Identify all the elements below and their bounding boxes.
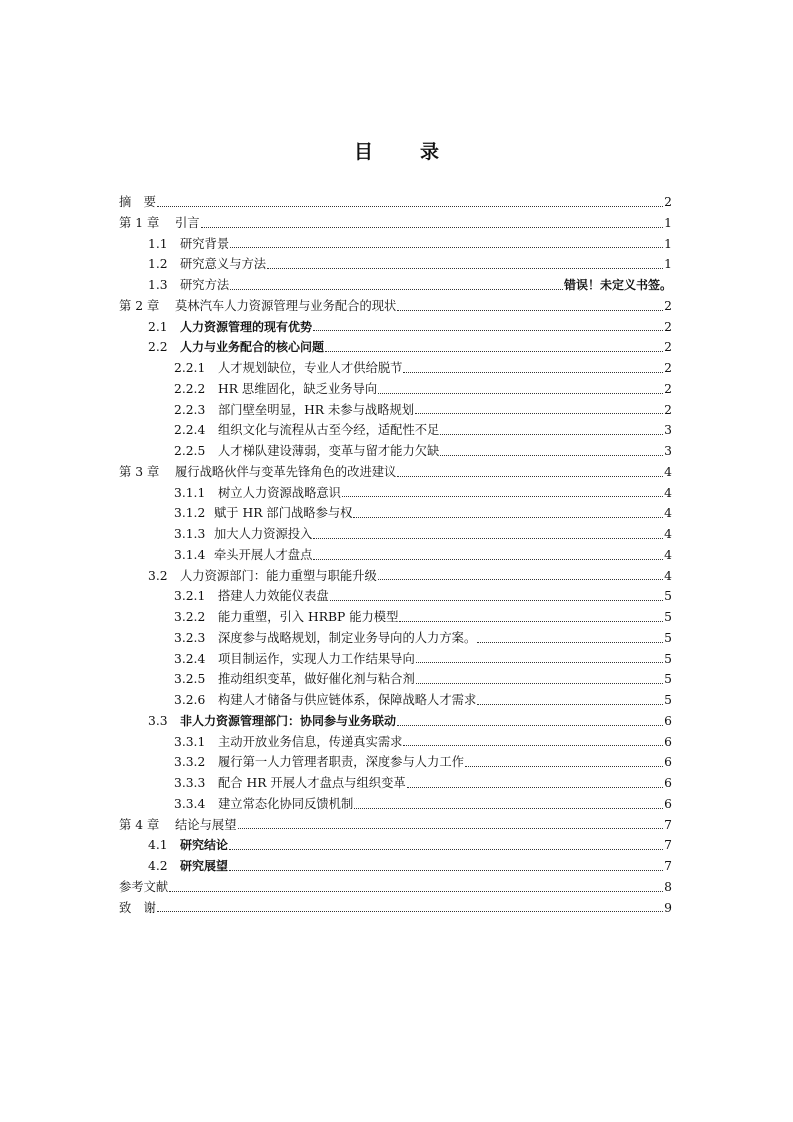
toc-entry[interactable] — [119, 545, 672, 566]
toc-entry[interactable] — [119, 275, 672, 296]
dot-leader — [416, 661, 663, 663]
dot-leader — [397, 724, 663, 726]
toc-page-number: 1 — [664, 215, 672, 230]
dot-leader — [397, 309, 663, 311]
toc-number: 3.3.4 — [174, 796, 206, 811]
toc-label: 研究展望 — [180, 859, 229, 873]
dot-leader — [313, 537, 663, 539]
toc-entry[interactable] — [119, 358, 672, 379]
dot-leader — [378, 392, 663, 394]
toc-number: 2.2.1 — [174, 361, 206, 375]
toc-number: 3.2.5 — [174, 672, 206, 687]
toc-number: 1.1 — [148, 236, 168, 251]
toc-page-number: 2 — [664, 340, 672, 355]
toc-entry[interactable] — [119, 462, 672, 483]
toc-page-number: 4 — [664, 527, 672, 541]
toc-number: 3.2.1 — [174, 589, 206, 604]
toc-number: 1.2 — [148, 257, 168, 272]
toc-number: 2.2.2 — [174, 381, 206, 396]
dot-leader — [477, 703, 663, 705]
toc-entry[interactable] — [119, 607, 672, 628]
dot-leader — [407, 786, 664, 788]
toc-number: 第 3 章 — [119, 464, 160, 479]
toc-entry[interactable] — [119, 649, 672, 670]
toc-label: 树立人力资源战略意识 — [218, 485, 341, 500]
dot-leader — [397, 475, 663, 477]
toc-entry[interactable] — [119, 773, 672, 794]
toc-number: 2.2 — [148, 340, 168, 355]
toc-entry[interactable] — [119, 835, 672, 856]
toc-page-number: 2 — [664, 361, 672, 375]
toc-label: 构建人才储备与供应链体系，保障战略人才需求 — [218, 693, 477, 707]
dot-leader — [229, 848, 663, 850]
toc-label: 参考文献 — [119, 879, 169, 894]
toc-number: 4.2 — [148, 859, 168, 873]
dot-leader — [354, 807, 663, 809]
dot-leader — [477, 641, 663, 643]
toc-number: 3.2.4 — [174, 651, 206, 666]
toc-label: 主动开放业务信息，传递真实需求 — [218, 734, 403, 749]
toc-page-number: 6 — [664, 755, 672, 770]
dot-leader — [440, 433, 663, 435]
toc-page-number: 5 — [664, 672, 672, 687]
toc-number: 3.2 — [148, 568, 168, 583]
toc-entry[interactable] — [119, 711, 672, 732]
dot-leader — [415, 412, 663, 414]
toc-entry[interactable] — [119, 234, 672, 255]
toc-number: 2.1 — [148, 319, 168, 334]
toc-label: 加大人力资源投入 — [214, 527, 313, 541]
dot-leader — [157, 205, 663, 207]
toc-number: 3.3.2 — [174, 755, 206, 770]
toc-label: 人力资源管理的现有优势 — [180, 319, 313, 334]
toc-number: 3.3.1 — [174, 734, 206, 749]
toc-entry[interactable] — [119, 586, 672, 607]
page-title: 目 录 — [353, 141, 453, 163]
toc-number: 3.3 — [148, 713, 168, 728]
toc-label: 推动组织变革，做好催化剂与粘合剂 — [218, 672, 415, 687]
toc-label: 赋于 HR 部门战略参与权 — [214, 506, 353, 521]
toc-page-number: 4 — [664, 568, 672, 583]
toc-page-number: 7 — [664, 859, 672, 873]
toc-label: 深度参与战略规划，制定业务导向的人力方案。 — [218, 630, 477, 645]
toc-number: 第 1 章 — [119, 215, 160, 230]
toc-entry[interactable] — [119, 815, 672, 836]
toc-entry[interactable] — [119, 503, 672, 524]
toc-number: 3.2.3 — [174, 630, 206, 645]
dot-leader — [325, 350, 663, 352]
toc-entry[interactable] — [119, 794, 672, 815]
toc-label: 结论与展望 — [175, 817, 237, 832]
toc-number: 3.3.3 — [174, 776, 206, 790]
toc-label: 研究方法 — [180, 278, 230, 292]
toc-bookmark-error: 错误！未定义书签。 — [563, 278, 672, 292]
toc-entry[interactable] — [119, 690, 672, 711]
toc-label: HR 思维固化，缺乏业务导向 — [218, 381, 378, 396]
toc-label: 人力资源部门：能力重塑与职能升级 — [180, 568, 377, 583]
toc-number: 3.1.4 — [174, 547, 206, 562]
dot-leader — [157, 910, 663, 912]
toc-entry[interactable] — [119, 524, 672, 545]
toc-label: 能力重塑，引入 HRBP 能力模型 — [218, 610, 399, 624]
toc-number: 3.1.1 — [174, 485, 206, 500]
toc-label: 引言 — [175, 215, 200, 230]
toc-page-number: 2 — [664, 381, 672, 396]
dot-leader — [313, 329, 663, 331]
table-of-contents — [119, 192, 672, 918]
toc-page-number: 2 — [664, 402, 672, 417]
toc-number: 第 2 章 — [119, 298, 160, 313]
toc-label: 研究背景 — [180, 236, 230, 251]
toc-label: 摘 要 — [119, 195, 156, 209]
toc-label: 致 谢 — [119, 900, 156, 915]
toc-number: 3.2.2 — [174, 610, 206, 624]
toc-page-number: 4 — [664, 485, 672, 500]
toc-label: 部门壁垒明显，HR 未参与战略规划 — [218, 402, 415, 417]
toc-page-number: 9 — [664, 900, 672, 915]
toc-page-number: 6 — [664, 734, 672, 749]
toc-number: 2.2.5 — [174, 444, 206, 458]
toc-entry[interactable] — [119, 400, 672, 421]
dot-leader — [399, 620, 663, 622]
toc-entry[interactable] — [119, 566, 672, 587]
toc-number: 2.2.3 — [174, 402, 206, 417]
toc-entry[interactable] — [119, 856, 672, 877]
toc-label: 人才梯队建设薄弱，变革与留才能力欠缺 — [218, 444, 440, 458]
dot-leader — [169, 890, 663, 892]
toc-label: 搭建人力效能仪表盘 — [218, 589, 329, 604]
toc-number: 3.2.6 — [174, 693, 206, 707]
dot-leader — [342, 495, 663, 497]
toc-label: 履行战略伙伴与变革先锋角色的改进建议 — [175, 464, 397, 479]
dot-leader — [267, 267, 663, 269]
toc-number: 3.1.2 — [174, 506, 206, 521]
dot-leader — [330, 599, 663, 601]
toc-label: 配合 HR 开展人才盘点与组织变革 — [218, 776, 406, 790]
toc-label: 研究结论 — [180, 838, 229, 853]
toc-page-number: 6 — [664, 713, 672, 728]
toc-page-number: 2 — [664, 195, 672, 209]
dot-leader — [465, 765, 663, 767]
dot-leader — [403, 744, 663, 746]
toc-label: 人力与业务配合的核心问题 — [180, 340, 325, 355]
dot-leader — [229, 869, 663, 871]
dot-leader — [313, 558, 663, 560]
toc-page-number: 5 — [664, 651, 672, 666]
toc-number: 4.1 — [148, 838, 168, 853]
toc-label: 莫林汽车人力资源管理与业务配合的现状 — [175, 298, 397, 313]
toc-page-number: 1 — [664, 257, 672, 272]
toc-label: 人才规划缺位，专业人才供给脱节 — [218, 361, 403, 375]
dot-leader — [201, 226, 664, 228]
toc-label: 研究意义与方法 — [180, 257, 267, 272]
dot-leader — [230, 288, 563, 290]
toc-entry[interactable] — [119, 420, 672, 441]
toc-number: 1.3 — [148, 278, 168, 292]
toc-entry[interactable] — [119, 483, 672, 504]
toc-page-number: 6 — [664, 796, 672, 811]
toc-entry[interactable] — [119, 192, 672, 213]
toc-page-number: 7 — [664, 838, 672, 853]
dot-leader — [230, 246, 663, 248]
toc-label: 项目制运作，实现人力工作结果导向 — [218, 651, 415, 666]
toc-page-number: 4 — [664, 506, 672, 521]
toc-page-number: 5 — [664, 589, 672, 604]
toc-entry[interactable] — [119, 213, 672, 234]
toc-entry[interactable] — [119, 441, 672, 462]
toc-page-number: 3 — [664, 444, 672, 458]
toc-page-number: 5 — [664, 693, 672, 707]
toc-page-number: 3 — [664, 423, 672, 438]
toc-entry[interactable] — [119, 296, 672, 317]
dot-leader — [238, 827, 664, 829]
toc-entry[interactable] — [119, 379, 672, 400]
toc-page-number: 5 — [664, 610, 672, 624]
toc-label: 非人力资源管理部门：协同参与业务联动 — [180, 713, 397, 728]
toc-entry[interactable] — [119, 669, 672, 690]
dot-leader — [403, 371, 663, 373]
dot-leader — [440, 454, 663, 456]
toc-entry[interactable] — [119, 732, 672, 753]
toc-entry[interactable] — [119, 254, 672, 275]
toc-label: 牵头开展人才盘点 — [214, 547, 313, 562]
toc-page-number: 4 — [664, 464, 672, 479]
toc-page-number: 8 — [664, 879, 672, 894]
toc-page-number: 5 — [664, 630, 672, 645]
toc-entry[interactable] — [119, 317, 672, 338]
dot-leader — [416, 682, 663, 684]
toc-page-number: 4 — [664, 547, 672, 562]
toc-label: 履行第一人力管理者职责，深度参与人力工作 — [218, 755, 464, 770]
toc-entry[interactable] — [119, 898, 672, 919]
toc-label: 组织文化与流程从古至今经，适配性不足 — [218, 423, 440, 438]
toc-label: 建立常态化协同反馈机制 — [218, 796, 354, 811]
toc-entry[interactable] — [119, 752, 672, 773]
toc-number: 3.1.3 — [174, 527, 206, 541]
toc-number: 2.2.4 — [174, 423, 206, 438]
toc-page-number: 7 — [664, 817, 672, 832]
toc-page-number: 6 — [664, 776, 672, 790]
dot-leader — [353, 516, 663, 518]
toc-number: 第 4 章 — [119, 817, 160, 832]
toc-entry[interactable] — [119, 877, 672, 898]
toc-page-number: 2 — [664, 298, 672, 313]
dot-leader — [378, 578, 663, 580]
toc-entry[interactable] — [119, 337, 672, 358]
toc-page-number: 2 — [664, 319, 672, 334]
toc-entry[interactable] — [119, 628, 672, 649]
toc-page-number: 1 — [664, 236, 672, 251]
